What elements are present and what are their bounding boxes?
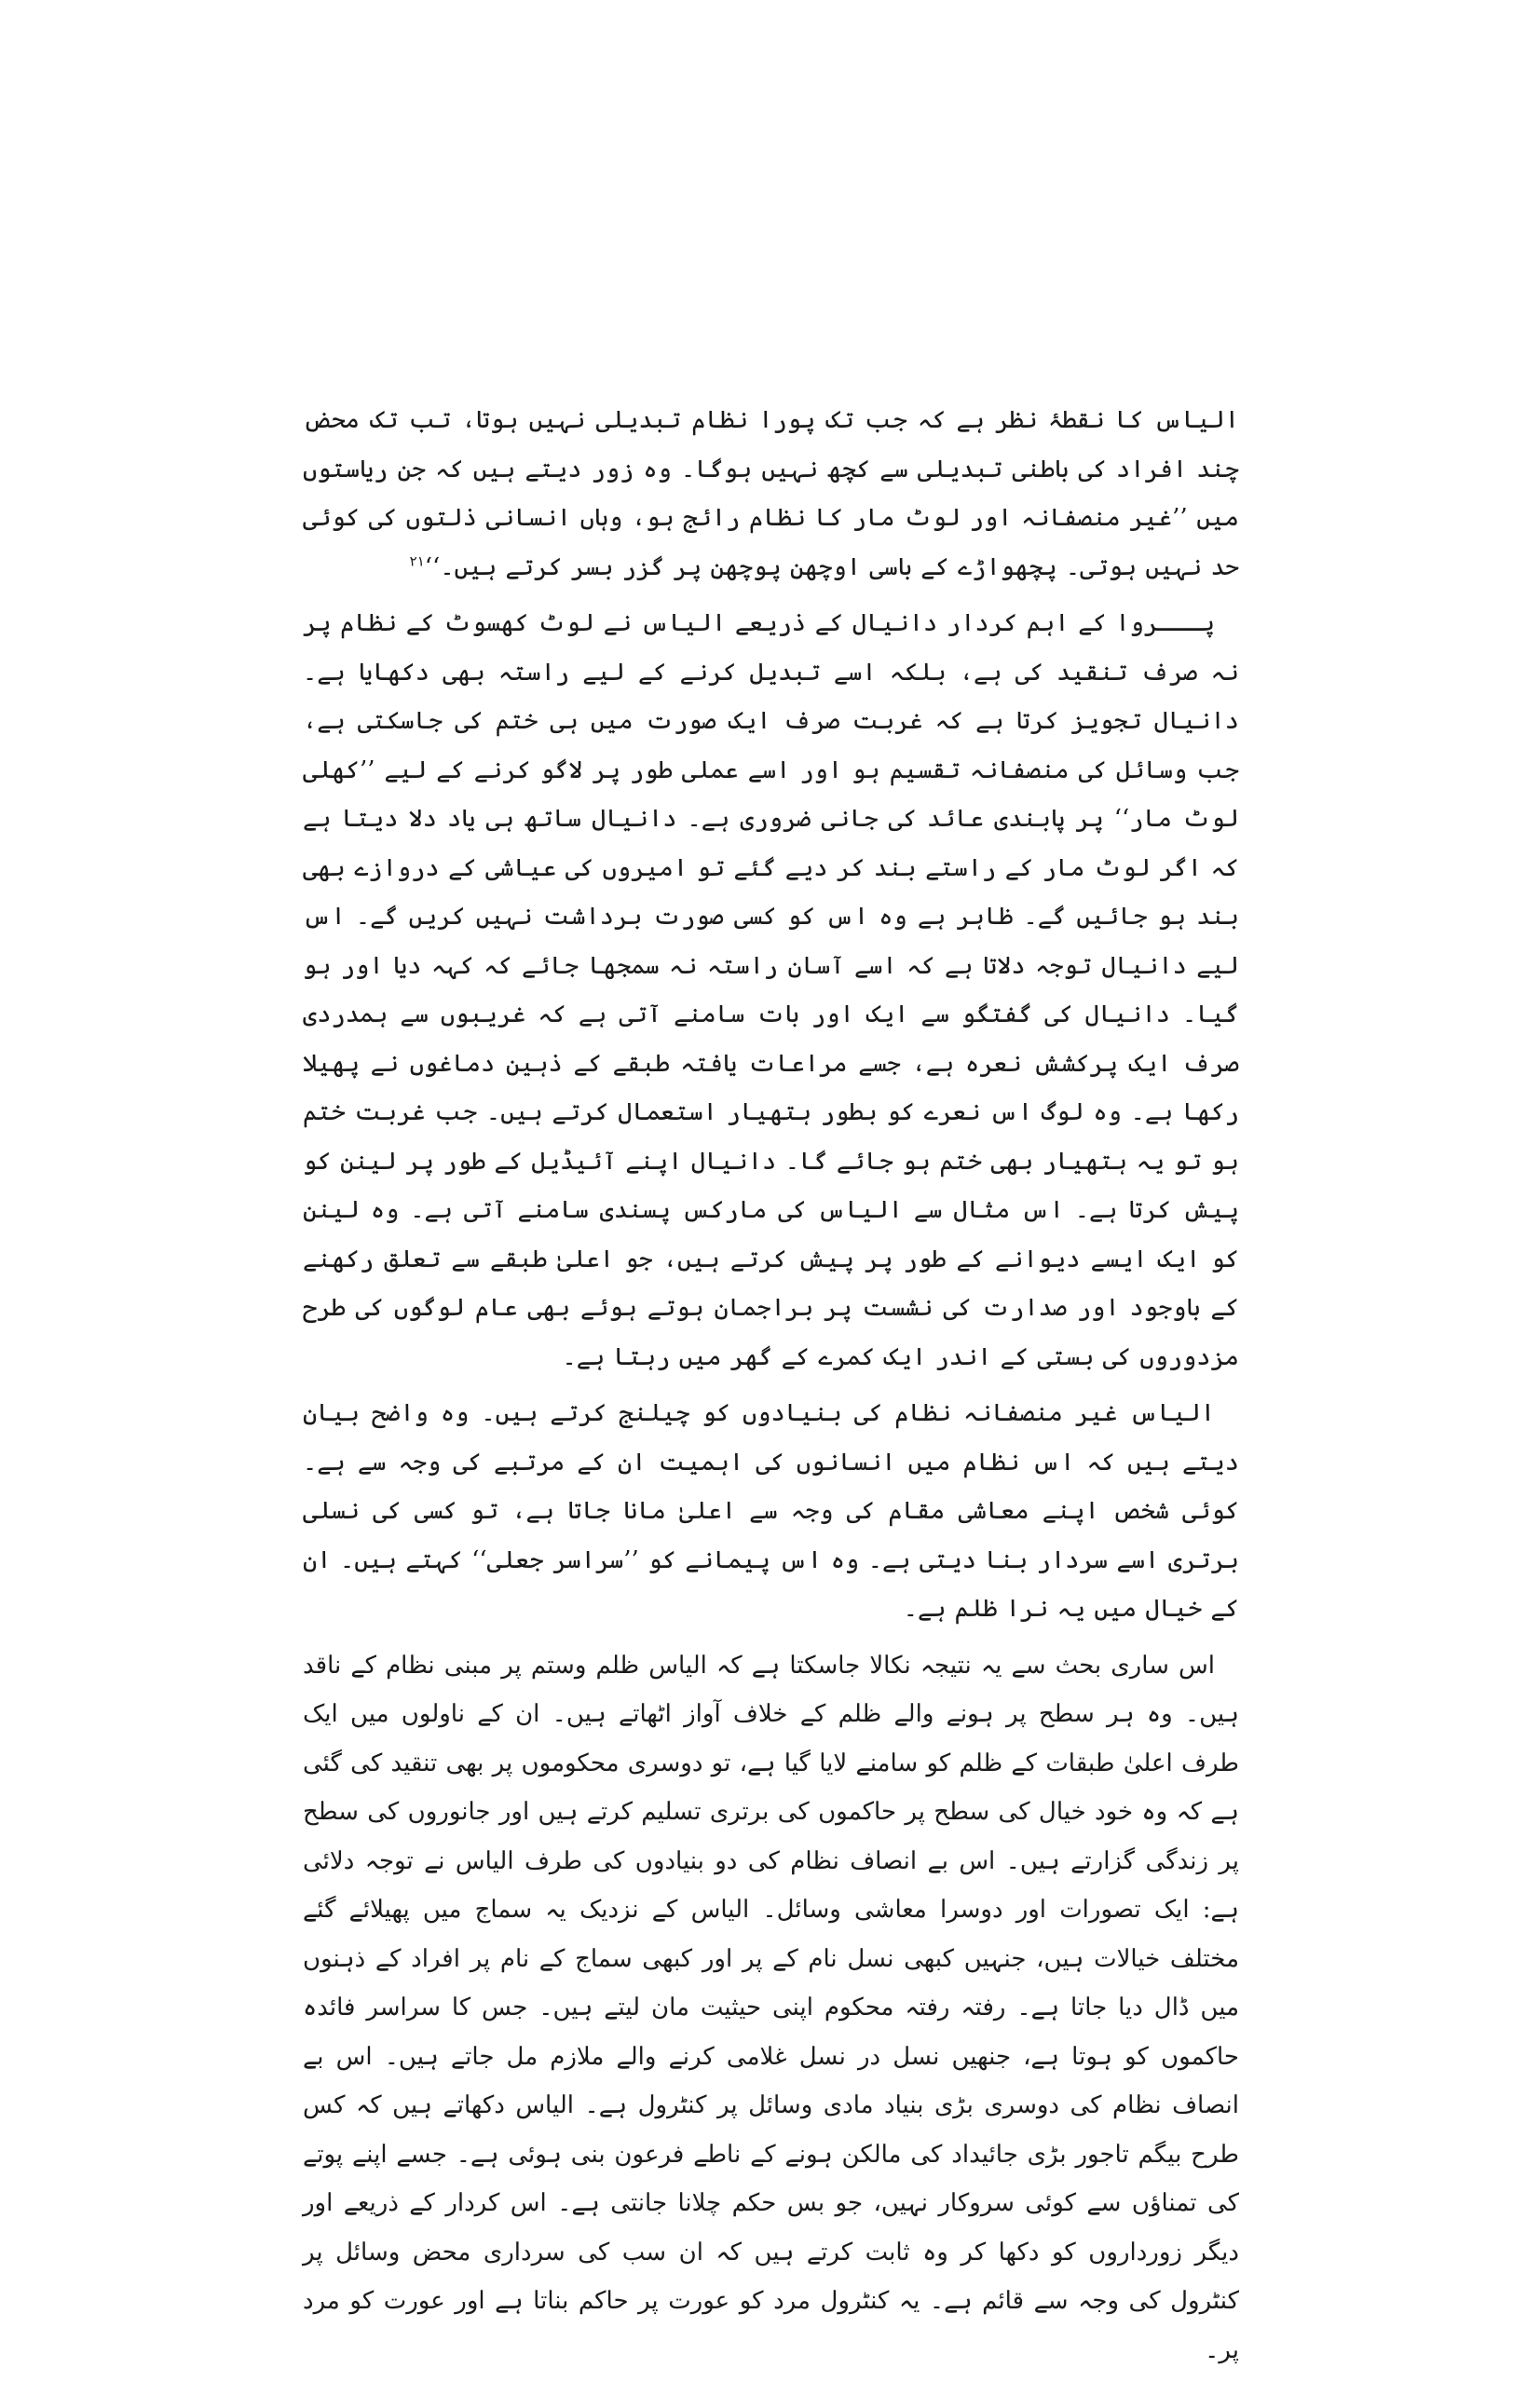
paragraph-4: اس ساری بحث سے یہ نتیجہ نکالا جاسکتا ہے کہ الیاس ظلم وستم پر مبنی نظام کے ناقد ہیں۔ وہ ہر سطح پر ہونے والے ظلم کے خلاف آواز اٹھاتے ہیں۔ ان کے ناولوں میں ایک طرف اعلیٰ طبقات کے ظلم کو سامنے لایا گیا ہے، تو دوسری محکوموں پر بھی تنقید کی گئی ہے کہ وہ خود خیال کی سطح پر حاکموں کی برتری تسلیم کرتے ہیں اور جانوروں کی سطح پر زندگی گزارتے ہیں۔ اس بے انصاف نظام کی دو بنیادوں کی طرف الیاس نے توجہ دلائی ہے: ایک تصورات اور دوسرا معاشی وسائل۔ الیاس کے نزدیک یہ سماج میں پھیلائے گئے مختلف خیالات ہیں، جنہیں کبھی نسل نام کے پر اور کبھی سماج کے نام پر افراد کے ذہنوں میں ڈال دیا جاتا ہے۔ رفتہ رفتہ محکوم اپنی حیثیت مان لیتے ہیں۔ جس کا سراسر فائدہ حاکموں کو ہوتا ہے، جنھیں نسل در نسل غلامی کرنے والے ملازم مل جاتے ہیں۔ اس بے انصاف نظام کی دوسری بڑی بنیاد مادی وسائل پر کنٹرول ہے۔ الیاس دکھاتے ہیں کہ کس طرح بیگم تاجور بڑی جائیداد کی مالکن ہونے کے ناطے فرعون بنی ہوئی ہے۔ جسے اپنے پوتے کی تمناؤں سے کوئی سروکار نہیں، جو بس حکم چلانا جانتی ہے۔ اس کردار کے ذریعے اور دیگر زورداروں کو دکھا کر وہ ثابت کرتے ہیں کہ ان سب کی سرداری محض وسائل پر کنٹرول کی وجہ سے قائم ہے۔ یہ کنٹرول مرد کو عورت پر حاکم بناتا ہے اور عورت کو مرد پر۔ — [303, 1651, 1239, 2364]
paragraph-3: الیاس غیر منصفانہ نظام کی بنیادوں کو چیلنج کرتے ہیں۔ وہ واضح بیان دیتے ہیں کہ اس نظام میں انسانوں کی اہمیت ان کے مرتبے کی وجہ سے ہے۔ کوئی شخص اپنے معاشی مقام کی وجہ سے اعلیٰ مانا جاتا ہے، تو کسی کی نسلی برتری اسے سردار بنا دیتی ہے۔ وہ اس پیمانے کو ’’سراسر جعلی‘‘ کہتے ہیں۔ ان کے خیال میں یہ نرا ظلم ہے۔ — [303, 1399, 1239, 1623]
paragraph-2: پـــروا کے اہم کردار دانیال کے ذریعے الیاس نے لوٹ کھسوٹ کے نظام پر نہ صرف تنقید کی ہے، بلکہ اسے تبدیل کرنے کے لیے راستہ بھی دکھایا ہے۔ دانیال تجویز کرتا ہے کہ غربت صرف ایک صورت میں ہی ختم کی جاسکتی ہے، جب وسائل کی منصفانہ تقسیم ہو اور اسے عملی طور پر لاگو کرنے کے لیے ’’کھلی لوٹ مار‘‘ پر پابندی عائد کی جانی ضروری ہے۔ دانیال ساتھ ہی یاد دلا دیتا ہے کہ اگر لوٹ مار کے راستے بند کر دیے گئے تو امیروں کی عیاشی کے دروازے بھی بند ہو جائیں گے۔ ظاہر ہے وہ اس کو کسی صورت برداشت نہیں کریں گے۔ اس لیے دانیال توجہ دلاتا ہے کہ اسے آسان راستہ نہ سمجھا جائے کہ کہہ دیا اور ہو گیا۔ دانیال کی گفتگو سے ایک اور بات سامنے آتی ہے کہ غریبوں سے ہمدردی صرف ایک پرکشش نعرہ ہے، جسے مراعات یافتہ طبقے کے ذہین دماغوں نے پھیلا رکھا ہے۔ وہ لوگ اس نعرے کو بطور ہتھیار استعمال کرتے ہیں۔ جب غربت ختم ہو تو یہ ہتھیار بھی ختم ہو جائے گا۔ دانیال اپنے آئیڈیل کے طور پر لینن کو پیش کرتا ہے۔ اس مثال سے الیاس کی مارکس پسندی سامنے آتی ہے۔ وہ لینن کو ایک ایسے دیوانے کے طور پر پیش کرتے ہیں، جو اعلیٰ طبقے سے تعلق رکھنے کے باوجود اور صدارت کی نشست پر براجمان ہوتے ہوئے بھی عام لوگوں کی طرح مزدوروں کی بستی کے اندر ایک کمرے کے گھر میں رہتا ہے۔ — [303, 609, 1239, 1371]
paragraph-1 — [303, 396, 1239, 592]
paragraph-1-text: الیاس کا نقطۂ نظر ہے کہ جب تک پورا نظام تبدیلی نہیں ہوتا، تب تک محض چند افراد کی باطنی تبدیلی سے کچھ نہیں ہوگا۔ وہ زور دیتے ہیں کہ جن ریاستوں میں ’’غیر منصفانہ اور لوٹ مار کا نظام رائج ہو، وہاں انسانی ذلتوں کی کوئی حد نہیں ہوتی۔ پچھواڑے کے باسی اوچھن پوچھن پر گزر بسر کرتے ہیں۔‘‘ — [303, 406, 1239, 581]
footnote-reference: ۲۱ — [409, 551, 425, 569]
body-text — [303, 396, 1239, 2382]
